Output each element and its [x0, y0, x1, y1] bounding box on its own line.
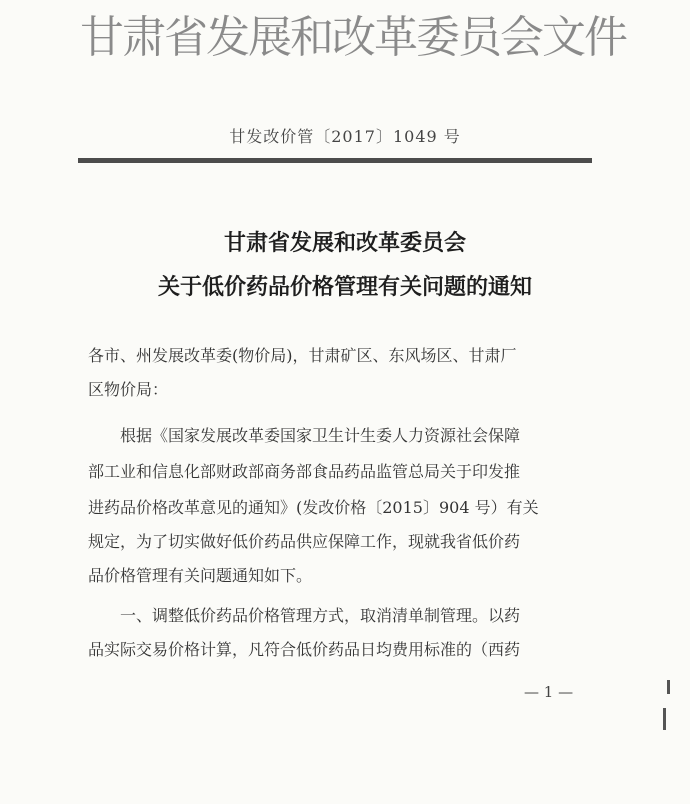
body-line-1: 各市、州发展改革委(物价局)，甘肃矿区、东风场区、甘肃厂	[88, 346, 517, 365]
notice-title-line-1: 甘肃省发展和改革委员会	[223, 230, 466, 256]
body-line-3: 根据《国家发展改革委国家卫生计生委人力资源社会保障	[88, 426, 521, 445]
body-line-7: 品价格管理有关问题通知如下。	[88, 566, 313, 585]
body-line-8: 一、调整低价药品价格管理方式，取消清单制管理。以药	[88, 606, 521, 625]
document-number: 甘发改价管〔2017〕1049 号	[229, 127, 461, 146]
document-header-title: 甘肃省发展和改革委员会文件	[80, 12, 626, 63]
notice-title-line-2: 关于低价药品价格管理有关问题的通知	[157, 274, 532, 300]
body-line-9: 品实际交易价格计算，凡符合低价药品日均费用标准的（西药	[88, 640, 521, 659]
scan-artifact-mark	[663, 708, 666, 730]
body-line-2: 区物价局：	[88, 380, 169, 399]
page-number: — 1 —	[524, 683, 574, 701]
body-line-6: 规定，为了切实做好低价药品供应保障工作，现就我省低价药	[88, 532, 521, 551]
body-line-5: 进药品价格改革意见的通知》(发改价格〔2015〕904 号）有关	[88, 498, 539, 517]
header-divider	[78, 158, 592, 163]
scan-artifact-mark	[667, 680, 670, 694]
body-line-4: 部工业和信息化部财政部商务部食品药品监管总局关于印发推	[88, 462, 521, 481]
